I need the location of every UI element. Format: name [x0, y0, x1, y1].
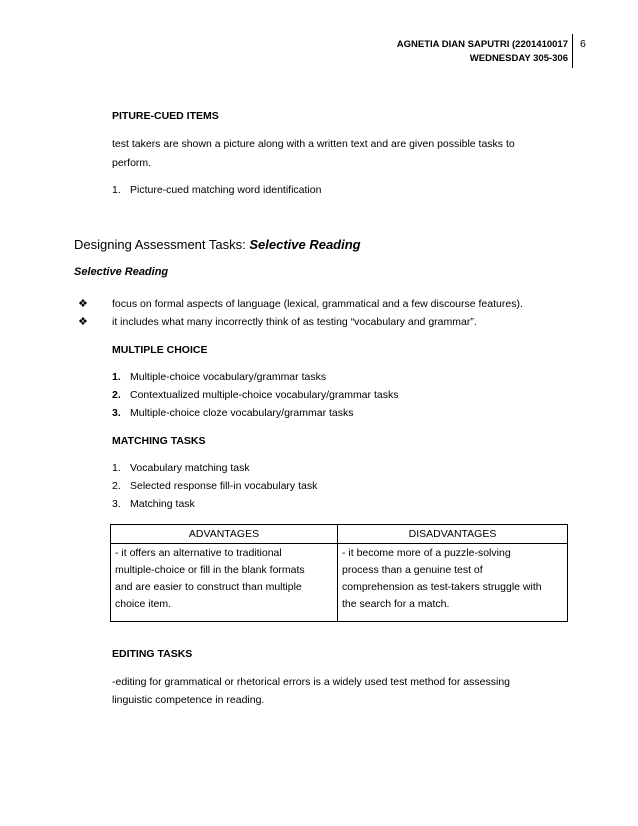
list-number: 1. [112, 462, 121, 474]
cell-line: the search for a match. [342, 598, 450, 610]
multiple-choice-heading: MULTIPLE CHOICE [112, 344, 208, 356]
cell-line: process than a genuine test of [342, 564, 483, 576]
matching-heading: MATCHING TASKS [112, 435, 206, 447]
section-title-plain: Designing Assessment Tasks: [74, 237, 250, 252]
list-text: Multiple-choice cloze vocabulary/grammar tasks [130, 407, 354, 419]
diamond-bullet-icon: ❖ [78, 316, 88, 328]
list-text: Matching task [130, 498, 195, 510]
page-header [397, 38, 568, 66]
table-cell-advantages [111, 544, 338, 622]
list-item [112, 459, 572, 478]
cell-line: comprehension as test-takers struggle with [342, 581, 542, 593]
cell-line: - it become more of a puzzle-solving [342, 547, 511, 559]
section-title-emphasis: Selective Reading [249, 237, 361, 252]
list-item [112, 386, 572, 405]
section-subtitle: Selective Reading [74, 266, 169, 278]
list-number: 2. [112, 480, 121, 492]
list-item [112, 404, 572, 423]
list-text: Picture-cued matching word identification [130, 184, 322, 196]
list-text: Contextualized multiple-choice vocabulary/grammar tasks [130, 389, 399, 401]
list-text: Selected response fill-in vocabulary task [130, 480, 318, 492]
editing-desc-line1: -editing for grammatical or rhetorical errors is a widely used test method for assessing [112, 676, 510, 688]
list-item [112, 368, 572, 387]
editing-desc-line2: linguistic competence in reading. [112, 694, 265, 706]
table-cell-disadvantages [338, 544, 568, 622]
list-text: Vocabulary matching task [130, 462, 250, 474]
page-number: 6 [580, 38, 586, 50]
table-row [111, 544, 568, 622]
header-divider [572, 34, 573, 68]
picture-cued-heading: PITURE-CUED ITEMS [112, 110, 219, 122]
table-header-disadvantages: DISADVANTAGES [338, 525, 568, 544]
list-number: 1. [112, 184, 121, 196]
cell-line: multiple-choice or fill in the blank formats [115, 564, 305, 576]
editing-heading: EDITING TASKS [112, 648, 193, 660]
list-number: 3. [112, 407, 121, 419]
picture-cued-desc-line2: perform. [112, 157, 152, 169]
list-item [112, 477, 572, 496]
header-author: AGNETIA DIAN SAPUTRI (2201410017 [396, 39, 568, 50]
bullet-text: focus on formal aspects of language (lexical, grammatical and a few discourse features). [112, 298, 523, 310]
cell-line: - it offers an alternative to traditional [115, 547, 282, 559]
list-number: 2. [112, 389, 121, 401]
list-item [112, 181, 322, 200]
table-header-row [111, 525, 568, 544]
bullet-text: it includes what many incorrectly think of as testing “vocabulary and grammar”. [112, 316, 477, 328]
advantages-table [110, 524, 568, 622]
list-number: 1. [112, 371, 121, 383]
list-number: 3. [112, 498, 121, 510]
cell-line: choice item. [115, 598, 172, 610]
diamond-bullet-icon: ❖ [78, 298, 88, 310]
table-header-advantages: ADVANTAGES [111, 525, 338, 544]
list-item [112, 495, 572, 514]
picture-cued-desc-line1: test takers are shown a picture along with a written text and are given possible tasks to [112, 138, 515, 150]
list-text: Multiple-choice vocabulary/grammar tasks [130, 371, 327, 383]
section-title [74, 237, 361, 252]
header-session: WEDNESDAY 305-306 [469, 53, 568, 64]
cell-line: and are easier to construct than multiple [115, 581, 302, 593]
